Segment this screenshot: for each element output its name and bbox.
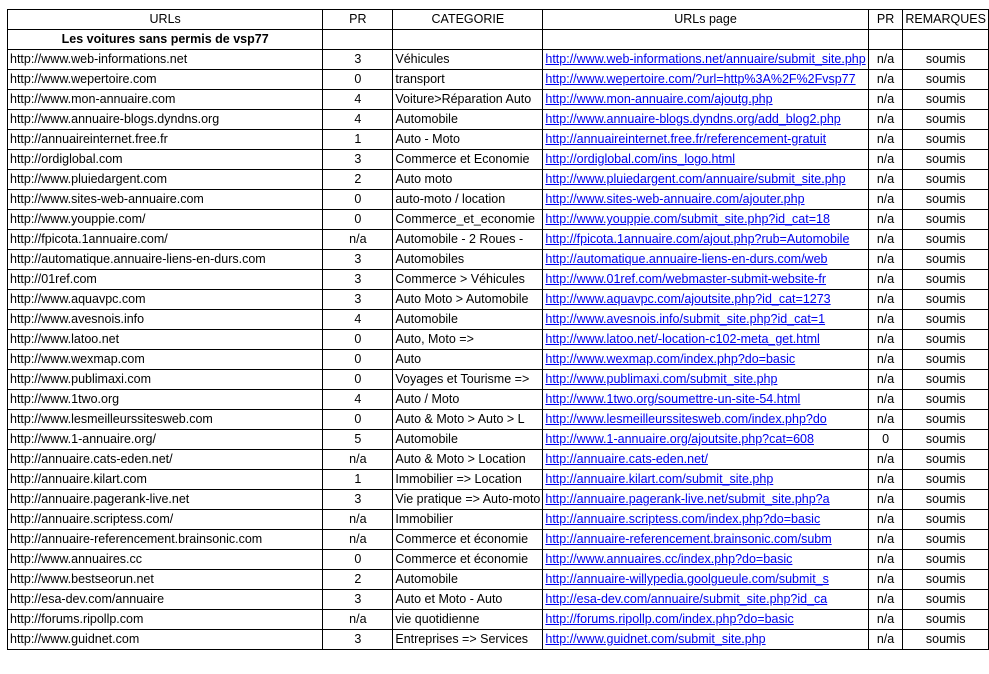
cell-categorie[interactable]: Auto bbox=[393, 350, 543, 370]
cell-categorie[interactable]: Automobile bbox=[393, 310, 543, 330]
cell-categorie[interactable]: Commerce > Véhicules bbox=[393, 270, 543, 290]
cell-pr-page[interactable]: n/a bbox=[868, 110, 903, 130]
cell-remarques[interactable]: soumis bbox=[903, 290, 989, 310]
cell-url[interactable]: http://www.aquavpc.com bbox=[8, 290, 323, 310]
cell-url-page-link[interactable]: http://www.01ref.com/webmaster-submit-website-fr bbox=[543, 270, 868, 290]
cell-url[interactable]: http://automatique.annuaire-liens-en-durs.com bbox=[8, 250, 323, 270]
cell-remarques[interactable]: soumis bbox=[903, 590, 989, 610]
header-row bbox=[8, 10, 989, 30]
cell-url[interactable]: http://annuaire.kilart.com bbox=[8, 470, 323, 490]
cell-pr-page[interactable]: n/a bbox=[868, 270, 903, 290]
cell-categorie[interactable]: Auto & Moto > Auto > L bbox=[393, 410, 543, 430]
table-row bbox=[8, 390, 989, 410]
header-remarques[interactable]: REMARQUES bbox=[903, 10, 989, 30]
cell-pr[interactable]: 3 bbox=[323, 590, 393, 610]
cell-categorie[interactable]: Commerce et Economie bbox=[393, 150, 543, 170]
cell-pr-page[interactable]: n/a bbox=[868, 50, 903, 70]
cell-pr[interactable]: 3 bbox=[323, 630, 393, 650]
cell-url-page-link[interactable]: http://www.publimaxi.com/submit_site.php bbox=[543, 370, 868, 390]
cell-url[interactable]: http://ordiglobal.com bbox=[8, 150, 323, 170]
cell-remarques[interactable]: soumis bbox=[903, 110, 989, 130]
cell-url-page-link[interactable]: http://www.guidnet.com/submit_site.php bbox=[543, 630, 868, 650]
cell-url[interactable]: http://annuaire.cats-eden.net/ bbox=[8, 450, 323, 470]
table-row bbox=[8, 550, 989, 570]
cell-pr[interactable]: 4 bbox=[323, 90, 393, 110]
cell-url[interactable]: http://www.1-annuaire.org/ bbox=[8, 430, 323, 450]
cell-remarques[interactable]: soumis bbox=[903, 310, 989, 330]
cell-url-page-link[interactable]: http://www.wexmap.com/index.php?do=basic bbox=[543, 350, 868, 370]
table-row bbox=[8, 590, 989, 610]
cell-url-page-link[interactable]: http://annuaire.scriptess.com/index.php?do=basic bbox=[543, 510, 868, 530]
cell-pr[interactable]: n/a bbox=[323, 510, 393, 530]
empty-cell[interactable] bbox=[543, 30, 868, 50]
cell-url[interactable]: http://www.1two.org bbox=[8, 390, 323, 410]
cell-pr-page[interactable]: n/a bbox=[868, 150, 903, 170]
cell-categorie[interactable]: Automobile - 2 Roues - bbox=[393, 230, 543, 250]
cell-remarques[interactable]: soumis bbox=[903, 390, 989, 410]
cell-pr[interactable]: n/a bbox=[323, 610, 393, 630]
cell-pr-page[interactable]: n/a bbox=[868, 590, 903, 610]
cell-pr[interactable]: 0 bbox=[323, 410, 393, 430]
cell-remarques[interactable]: soumis bbox=[903, 570, 989, 590]
cell-pr[interactable]: 0 bbox=[323, 350, 393, 370]
table-row bbox=[8, 70, 989, 90]
cell-remarques[interactable]: soumis bbox=[903, 330, 989, 350]
cell-categorie[interactable]: Voiture>Réparation Auto bbox=[393, 90, 543, 110]
cell-pr[interactable]: 1 bbox=[323, 470, 393, 490]
header-urls-page[interactable]: URLs page bbox=[543, 10, 868, 30]
table-row bbox=[8, 450, 989, 470]
cell-url-page-link[interactable]: http://www.web-informations.net/annuaire/submit_site.php bbox=[543, 50, 868, 70]
group-title[interactable]: Les voitures sans permis de vsp77 bbox=[8, 30, 323, 50]
cell-remarques[interactable]: soumis bbox=[903, 630, 989, 650]
cell-pr[interactable]: n/a bbox=[323, 530, 393, 550]
cell-url[interactable]: http://www.wepertoire.com bbox=[8, 70, 323, 90]
cell-categorie[interactable]: transport bbox=[393, 70, 543, 90]
cell-categorie[interactable]: Auto - Moto bbox=[393, 130, 543, 150]
cell-pr-page[interactable]: n/a bbox=[868, 370, 903, 390]
cell-url-page-link[interactable]: http://www.annuaires.cc/index.php?do=basic bbox=[543, 550, 868, 570]
cell-url[interactable]: http://www.wexmap.com bbox=[8, 350, 323, 370]
table-row bbox=[8, 130, 989, 150]
table-row bbox=[8, 530, 989, 550]
cell-url-page-link[interactable]: http://www.1-annuaire.org/ajoutsite.php?cat=608 bbox=[543, 430, 868, 450]
cell-categorie[interactable]: Auto / Moto bbox=[393, 390, 543, 410]
cell-pr[interactable]: 3 bbox=[323, 50, 393, 70]
table-row bbox=[8, 90, 989, 110]
cell-url-page-link[interactable]: http://www.latoo.net/-location-c102-meta_get.html bbox=[543, 330, 868, 350]
cell-pr-page[interactable]: n/a bbox=[868, 510, 903, 530]
cell-url[interactable]: http://01ref.com bbox=[8, 270, 323, 290]
cell-url-page-link[interactable]: http://annuaire.cats-eden.net/ bbox=[543, 450, 868, 470]
cell-categorie[interactable]: Auto moto bbox=[393, 170, 543, 190]
cell-pr[interactable]: 3 bbox=[323, 250, 393, 270]
cell-pr-page[interactable]: n/a bbox=[868, 70, 903, 90]
header-categorie[interactable]: CATEGORIE bbox=[393, 10, 543, 30]
cell-remarques[interactable]: soumis bbox=[903, 190, 989, 210]
table-row bbox=[8, 250, 989, 270]
cell-categorie[interactable]: Automobiles bbox=[393, 250, 543, 270]
cell-pr-page[interactable]: n/a bbox=[868, 490, 903, 510]
header-urls[interactable]: URLs bbox=[8, 10, 323, 30]
cell-pr[interactable]: 0 bbox=[323, 210, 393, 230]
cell-remarques[interactable]: soumis bbox=[903, 470, 989, 490]
empty-cell[interactable] bbox=[903, 30, 989, 50]
cell-url-page-link[interactable]: http://www.avesnois.info/submit_site.php?id_cat=1 bbox=[543, 310, 868, 330]
cell-remarques[interactable]: soumis bbox=[903, 210, 989, 230]
cell-pr-page[interactable]: n/a bbox=[868, 450, 903, 470]
cell-pr-page[interactable]: n/a bbox=[868, 470, 903, 490]
cell-remarques[interactable]: soumis bbox=[903, 490, 989, 510]
cell-url[interactable]: http://www.lesmeilleurssitesweb.com bbox=[8, 410, 323, 430]
cell-pr[interactable]: 5 bbox=[323, 430, 393, 450]
table-row bbox=[8, 630, 989, 650]
cell-url-page-link[interactable]: http://www.pluiedargent.com/annuaire/submit_site.php bbox=[543, 170, 868, 190]
table-row bbox=[8, 150, 989, 170]
cell-url[interactable]: http://www.avesnois.info bbox=[8, 310, 323, 330]
cell-categorie[interactable]: Entreprises => Services bbox=[393, 630, 543, 650]
table-row bbox=[8, 410, 989, 430]
cell-categorie[interactable]: Commerce_et_economie bbox=[393, 210, 543, 230]
cell-url[interactable]: http://www.mon-annuaire.com bbox=[8, 90, 323, 110]
cell-url-page-link[interactable]: http://ordiglobal.com/ins_logo.html bbox=[543, 150, 868, 170]
cell-categorie[interactable]: Auto & Moto > Location bbox=[393, 450, 543, 470]
cell-pr-page[interactable]: 0 bbox=[868, 430, 903, 450]
cell-url-page-link[interactable]: http://annuaire-willypedia.goolgueule.com/submit_s bbox=[543, 570, 868, 590]
cell-url-page-link[interactable]: http://annuaire.pagerank-live.net/submit_site.php?a bbox=[543, 490, 868, 510]
cell-remarques[interactable]: soumis bbox=[903, 230, 989, 250]
cell-url[interactable]: http://annuaire.pagerank-live.net bbox=[8, 490, 323, 510]
table-row bbox=[8, 110, 989, 130]
cell-url-page-link[interactable]: http://www.mon-annuaire.com/ajoutg.php bbox=[543, 90, 868, 110]
table-row bbox=[8, 430, 989, 450]
cell-pr[interactable]: n/a bbox=[323, 230, 393, 250]
table-row bbox=[8, 190, 989, 210]
cell-url-page-link[interactable]: http://www.youppie.com/submit_site.php?id_cat=18 bbox=[543, 210, 868, 230]
cell-url[interactable]: http://www.youppie.com/ bbox=[8, 210, 323, 230]
cell-url[interactable]: http://esa-dev.com/annuaire bbox=[8, 590, 323, 610]
cell-pr[interactable]: 0 bbox=[323, 550, 393, 570]
table-row bbox=[8, 270, 989, 290]
cell-remarques[interactable]: soumis bbox=[903, 550, 989, 570]
cell-url[interactable]: http://www.sites-web-annuaire.com bbox=[8, 190, 323, 210]
cell-remarques[interactable]: soumis bbox=[903, 410, 989, 430]
table-row bbox=[8, 470, 989, 490]
cell-url[interactable]: http://fpicota.1annuaire.com/ bbox=[8, 230, 323, 250]
cell-pr[interactable]: 1 bbox=[323, 130, 393, 150]
cell-remarques[interactable]: soumis bbox=[903, 530, 989, 550]
cell-remarques[interactable]: soumis bbox=[903, 350, 989, 370]
cell-pr[interactable]: 4 bbox=[323, 110, 393, 130]
cell-remarques[interactable]: soumis bbox=[903, 70, 989, 90]
cell-pr-page[interactable]: n/a bbox=[868, 230, 903, 250]
cell-remarques[interactable]: soumis bbox=[903, 250, 989, 270]
cell-categorie[interactable]: Auto, Moto => bbox=[393, 330, 543, 350]
cell-remarques[interactable]: soumis bbox=[903, 370, 989, 390]
cell-pr-page[interactable]: n/a bbox=[868, 630, 903, 650]
cell-url[interactable]: http://www.latoo.net bbox=[8, 330, 323, 350]
cell-pr-page[interactable]: n/a bbox=[868, 170, 903, 190]
cell-url[interactable]: http://forums.ripollp.com bbox=[8, 610, 323, 630]
cell-categorie[interactable]: Vie pratique => Auto-moto bbox=[393, 490, 543, 510]
cell-categorie[interactable]: Immobilier => Location bbox=[393, 470, 543, 490]
cell-url-page-link[interactable]: http://www.wepertoire.com/?url=http%3A%2F%2Fvsp77 bbox=[543, 70, 868, 90]
cell-categorie[interactable]: auto-moto / location bbox=[393, 190, 543, 210]
cell-categorie[interactable]: Automobile bbox=[393, 570, 543, 590]
cell-pr-page[interactable]: n/a bbox=[868, 530, 903, 550]
cell-url-page-link[interactable]: http://fpicota.1annuaire.com/ajout.php?rub=Automobile bbox=[543, 230, 868, 250]
table-row bbox=[8, 570, 989, 590]
cell-url[interactable]: http://annuaire-referencement.brainsonic.com bbox=[8, 530, 323, 550]
cell-url-page-link[interactable]: http://www.aquavpc.com/ajoutsite.php?id_cat=1273 bbox=[543, 290, 868, 310]
cell-pr-page[interactable]: n/a bbox=[868, 130, 903, 150]
table-row bbox=[8, 310, 989, 330]
cell-remarques[interactable]: soumis bbox=[903, 610, 989, 630]
table-row bbox=[8, 370, 989, 390]
table-row bbox=[8, 170, 989, 190]
table-row bbox=[8, 50, 989, 70]
cell-pr-page[interactable]: n/a bbox=[868, 90, 903, 110]
header-pr-page[interactable]: PR bbox=[868, 10, 903, 30]
cell-remarques[interactable]: soumis bbox=[903, 170, 989, 190]
group-title-row bbox=[8, 30, 989, 50]
cell-pr[interactable]: 3 bbox=[323, 490, 393, 510]
cell-pr-page[interactable]: n/a bbox=[868, 550, 903, 570]
cell-url-page-link[interactable]: http://annuaire.kilart.com/submit_site.php bbox=[543, 470, 868, 490]
table-row bbox=[8, 510, 989, 530]
header-pr[interactable]: PR bbox=[323, 10, 393, 30]
cell-remarques[interactable]: soumis bbox=[903, 50, 989, 70]
cell-url-page-link[interactable]: http://esa-dev.com/annuaire/submit_site.php?id_ca bbox=[543, 590, 868, 610]
cell-categorie[interactable]: Véhicules bbox=[393, 50, 543, 70]
cell-url[interactable]: http://www.annuaires.cc bbox=[8, 550, 323, 570]
cell-categorie[interactable]: Auto Moto > Automobile bbox=[393, 290, 543, 310]
cell-remarques[interactable]: soumis bbox=[903, 130, 989, 150]
table-row bbox=[8, 230, 989, 250]
cell-pr[interactable]: 0 bbox=[323, 70, 393, 90]
cell-pr[interactable]: n/a bbox=[323, 450, 393, 470]
cell-pr-page[interactable]: n/a bbox=[868, 350, 903, 370]
cell-pr[interactable]: 4 bbox=[323, 390, 393, 410]
cell-pr-page[interactable]: n/a bbox=[868, 610, 903, 630]
cell-url-page-link[interactable]: http://www.1two.org/soumettre-un-site-54.html bbox=[543, 390, 868, 410]
table-row bbox=[8, 210, 989, 230]
cell-url[interactable]: http://www.bestseorun.net bbox=[8, 570, 323, 590]
cell-categorie[interactable]: Voyages et Tourisme => bbox=[393, 370, 543, 390]
cell-remarques[interactable]: soumis bbox=[903, 430, 989, 450]
cell-pr-page[interactable]: n/a bbox=[868, 570, 903, 590]
empty-cell[interactable] bbox=[868, 30, 903, 50]
table-row bbox=[8, 490, 989, 510]
cell-url-page-link[interactable]: http://www.sites-web-annuaire.com/ajouter.php bbox=[543, 190, 868, 210]
cell-pr[interactable]: 0 bbox=[323, 330, 393, 350]
cell-categorie[interactable]: Commerce et économie bbox=[393, 550, 543, 570]
cell-categorie[interactable]: Automobile bbox=[393, 430, 543, 450]
cell-remarques[interactable]: soumis bbox=[903, 450, 989, 470]
cell-categorie[interactable]: vie quotidienne bbox=[393, 610, 543, 630]
cell-url[interactable]: http://www.pluiedargent.com bbox=[8, 170, 323, 190]
cell-pr-page[interactable]: n/a bbox=[868, 250, 903, 270]
cell-pr[interactable]: 0 bbox=[323, 190, 393, 210]
table-row bbox=[8, 610, 989, 630]
cell-pr[interactable]: 2 bbox=[323, 570, 393, 590]
cell-url[interactable]: http://annuaire.scriptess.com/ bbox=[8, 510, 323, 530]
cell-pr[interactable]: 3 bbox=[323, 150, 393, 170]
cell-url-page-link[interactable]: http://forums.ripollp.com/index.php?do=basic bbox=[543, 610, 868, 630]
cell-url[interactable]: http://www.web-informations.net bbox=[8, 50, 323, 70]
cell-remarques[interactable]: soumis bbox=[903, 510, 989, 530]
table-row bbox=[8, 330, 989, 350]
cell-url-page-link[interactable]: http://www.lesmeilleurssitesweb.com/index.php?do bbox=[543, 410, 868, 430]
cell-pr[interactable]: 2 bbox=[323, 170, 393, 190]
cell-categorie[interactable]: Commerce et économie bbox=[393, 530, 543, 550]
cell-pr[interactable]: 4 bbox=[323, 310, 393, 330]
cell-categorie[interactable]: Immobilier bbox=[393, 510, 543, 530]
cell-pr-page[interactable]: n/a bbox=[868, 290, 903, 310]
cell-remarques[interactable]: soumis bbox=[903, 90, 989, 110]
cell-url-page-link[interactable]: http://www.annuaire-blogs.dyndns.org/add_blog2.php bbox=[543, 110, 868, 130]
cell-categorie[interactable]: Auto et Moto - Auto bbox=[393, 590, 543, 610]
cell-pr-page[interactable]: n/a bbox=[868, 330, 903, 350]
cell-remarques[interactable]: soumis bbox=[903, 270, 989, 290]
cell-url[interactable]: http://www.guidnet.com bbox=[8, 630, 323, 650]
cell-remarques[interactable]: soumis bbox=[903, 150, 989, 170]
cell-url[interactable]: http://annuaireinternet.free.fr bbox=[8, 130, 323, 150]
cell-pr[interactable]: 3 bbox=[323, 290, 393, 310]
table-row bbox=[8, 290, 989, 310]
table-row bbox=[8, 350, 989, 370]
cell-pr-page[interactable]: n/a bbox=[868, 210, 903, 230]
empty-cell[interactable] bbox=[393, 30, 543, 50]
cell-url-page-link[interactable]: http://automatique.annuaire-liens-en-durs.com/web bbox=[543, 250, 868, 270]
cell-url[interactable]: http://www.publimaxi.com bbox=[8, 370, 323, 390]
cell-pr-page[interactable]: n/a bbox=[868, 310, 903, 330]
cell-url[interactable]: http://www.annuaire-blogs.dyndns.org bbox=[8, 110, 323, 130]
empty-cell[interactable] bbox=[323, 30, 393, 50]
cell-pr-page[interactable]: n/a bbox=[868, 410, 903, 430]
cell-pr-page[interactable]: n/a bbox=[868, 390, 903, 410]
cell-url-page-link[interactable]: http://annuaireinternet.free.fr/referencement-gratuit bbox=[543, 130, 868, 150]
cell-pr[interactable]: 0 bbox=[323, 370, 393, 390]
cell-pr-page[interactable]: n/a bbox=[868, 190, 903, 210]
cell-categorie[interactable]: Automobile bbox=[393, 110, 543, 130]
cell-url-page-link[interactable]: http://annuaire-referencement.brainsonic.com/subm bbox=[543, 530, 868, 550]
spreadsheet-table bbox=[7, 9, 989, 650]
cell-pr[interactable]: 3 bbox=[323, 270, 393, 290]
